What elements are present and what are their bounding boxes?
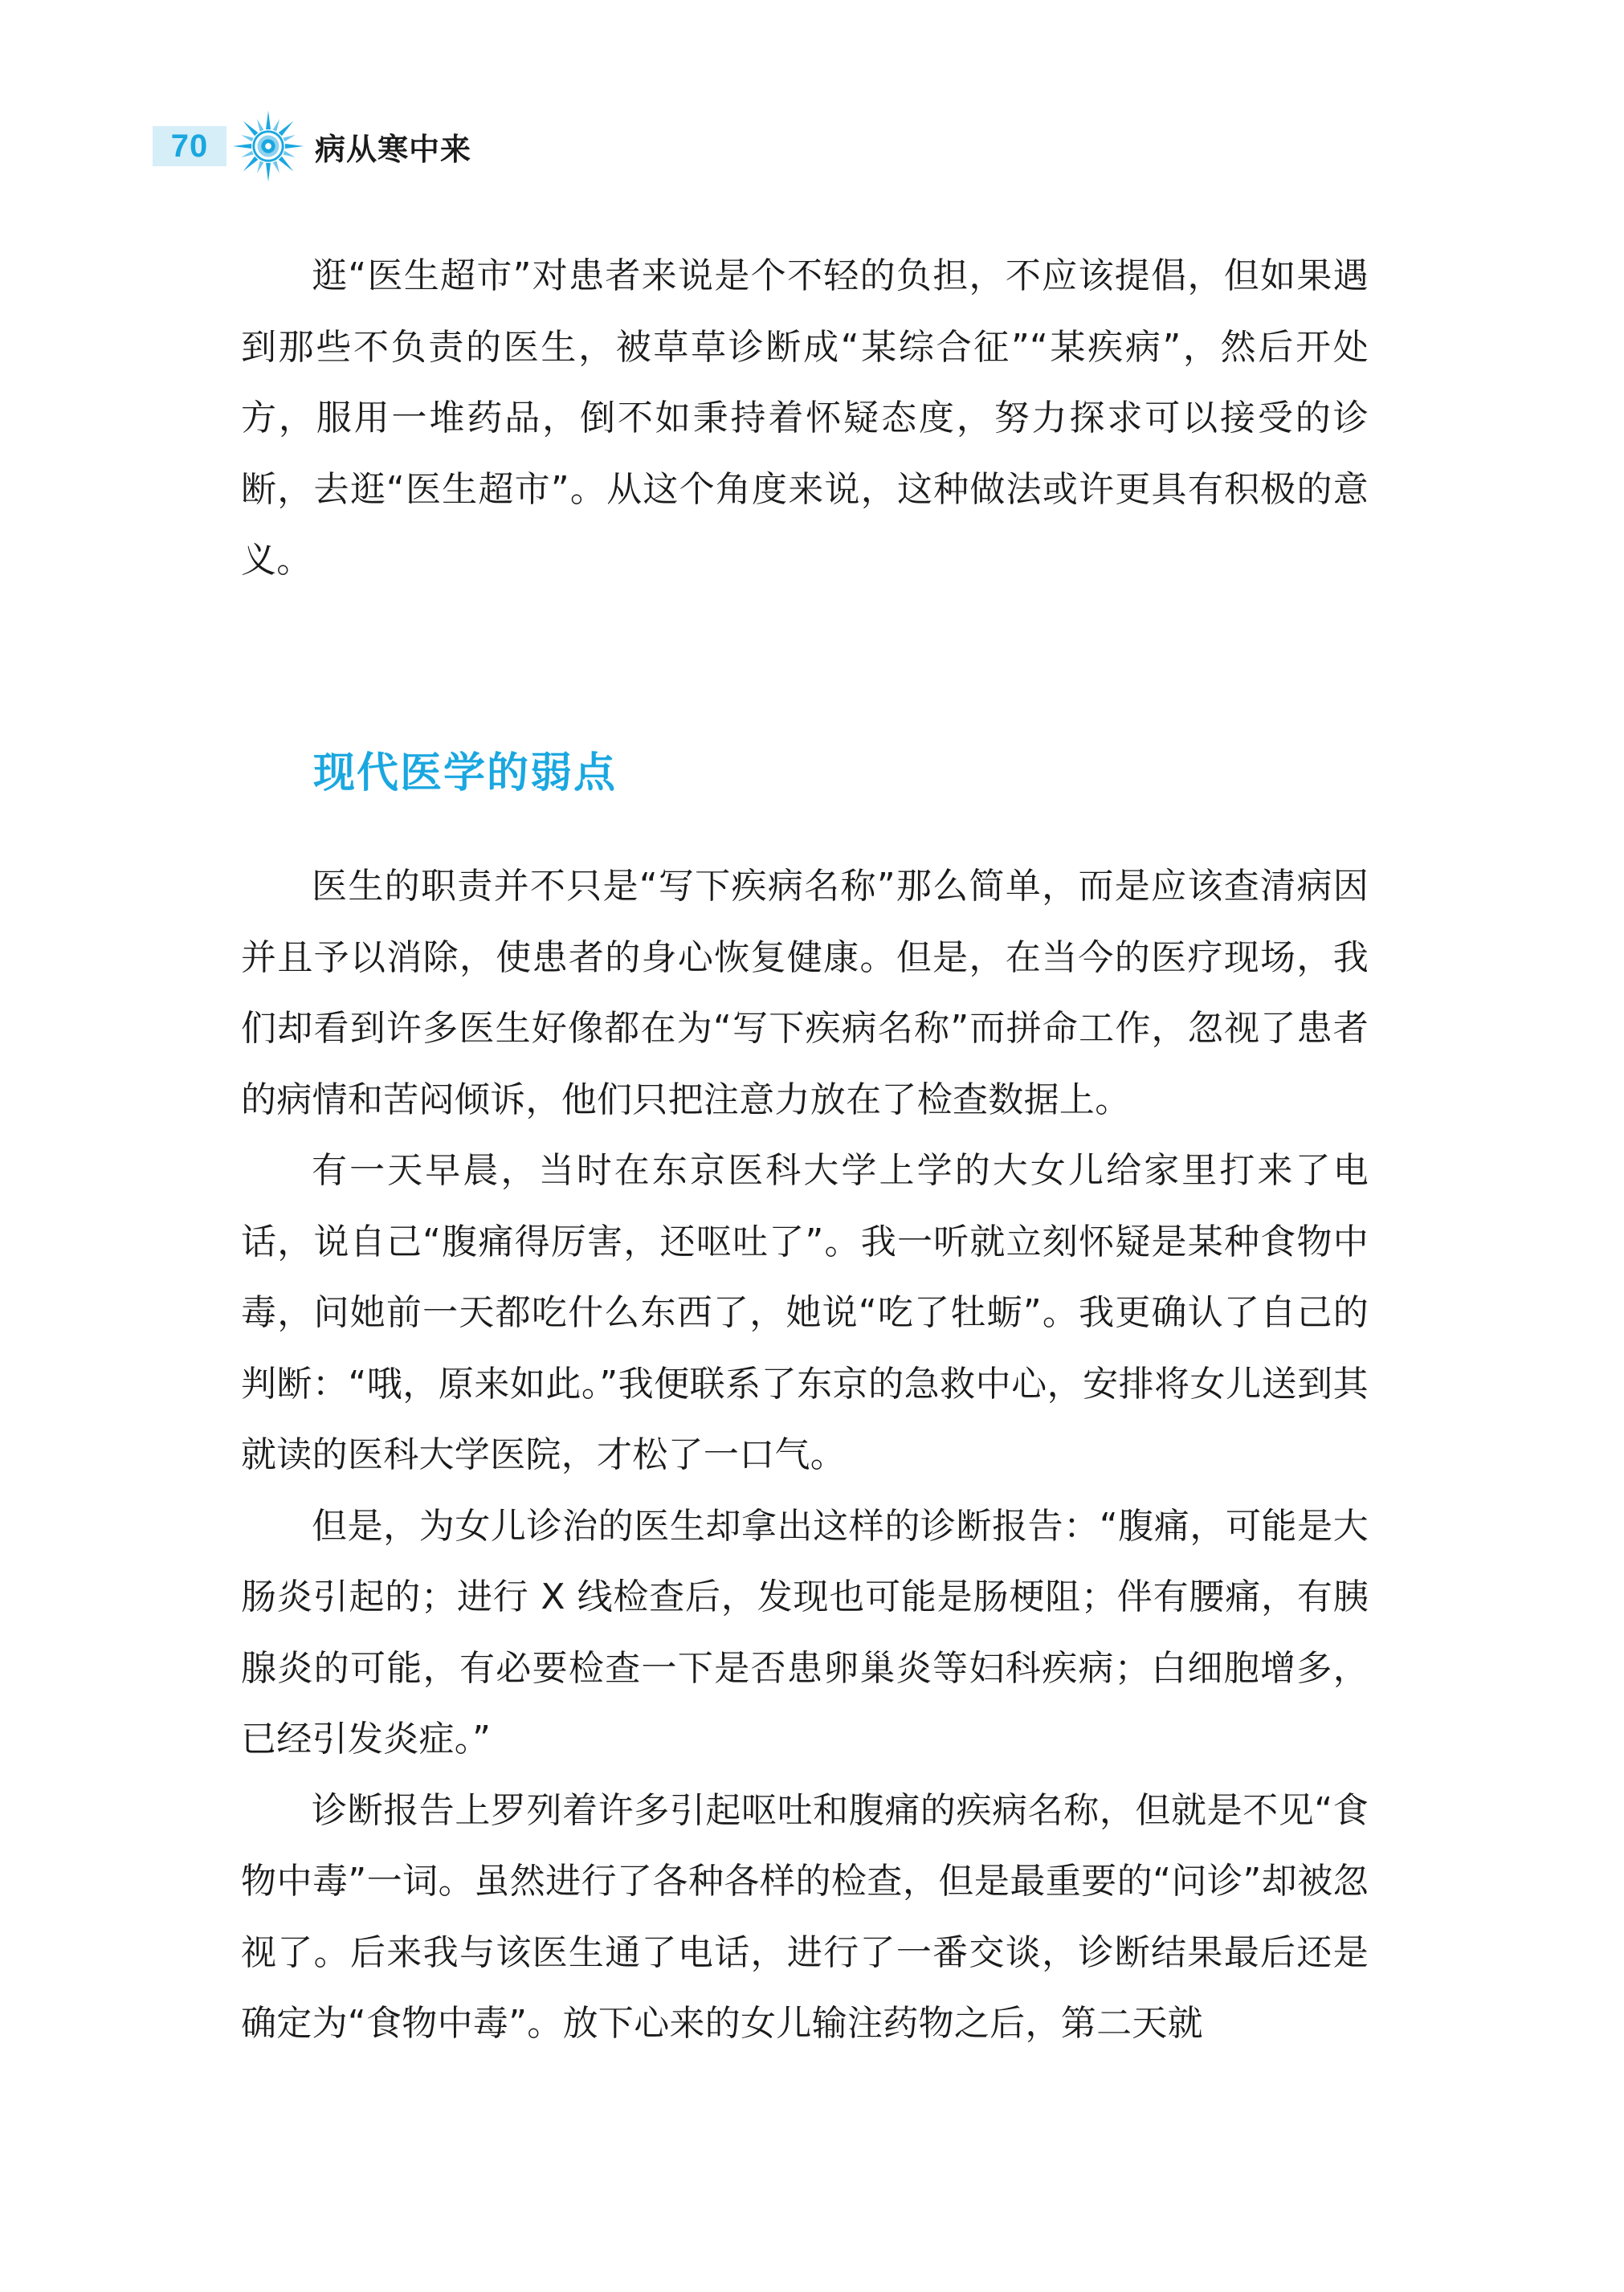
paragraph: 有一天早晨，当时在东京医科大学上学的大女儿给家里打来了电话，说自己“腹痛得厉害，还呕吐了”。我一听就立刻怀疑是某种食物中毒，问她前一天都吃什么东西了，她说“吃了牡蛎”。我更确认了自己的判断：“哦，原来如此。”我便联系了东京的急救中心，安排将女儿送到其就读的医科大学医院，才松了一口气。 [241, 1150, 1369, 1475]
paragraph: 逛“医生超市”对患者来说是个不轻的负担，不应该提倡，但如果遇到那些不负责的医生，被草草诊断成“某综合征”“某疾病”，然后开处方，服用一堆药品，倒不如秉持着怀疑态度，努力探求可以接受的诊断，去逛“医生超市”。从这个角度来说，这种做法或许更具有积极的意义。 [241, 255, 1369, 581]
paragraph: 但是，为女儿诊治的医生却拿出这样的诊断报告：“腹痛，可能是大肠炎引起的；进行 X 线检查后，发现也可能是肠梗阻；伴有腰痛，有胰腺炎的可能，有必要检查一下是否患卵巢炎等妇科疾病；白细胞增多，已经引发炎症。” [241, 1505, 1369, 1760]
page-number: 70 [153, 126, 226, 166]
section-title: 现代医学的弱点 [313, 749, 618, 797]
book-title: 病从寒中来 [315, 130, 472, 167]
text-block-2 [241, 851, 1369, 2060]
paragraph: 医生的职责并不只是“写下疾病名称”那么简单，而是应该查清病因并且予以消除，使患者的身心恢复健康。但是，在当今的医疗现场，我们却看到许多医生好像都在为“写下疾病名称”而拼命工作，忽视了患者的病情和苦闷倾诉，他们只把注意力放在了检查数据上。 [241, 866, 1369, 1120]
sun-icon [230, 108, 307, 185]
page-header [153, 114, 471, 178]
paragraph: 诊断报告上罗列着许多引起呕吐和腹痛的疾病名称，但就是不见“食物中毒”一词。虽然进行了各种各样的检查，但是最重要的“问诊”却被忽视了。后来我与该医生通了电话，进行了一番交谈，诊断结果最后还是确定为“食物中毒”。放下心来的女儿输注药物之后，第二天就 [241, 1789, 1369, 2044]
text-block-1 [241, 241, 1369, 597]
